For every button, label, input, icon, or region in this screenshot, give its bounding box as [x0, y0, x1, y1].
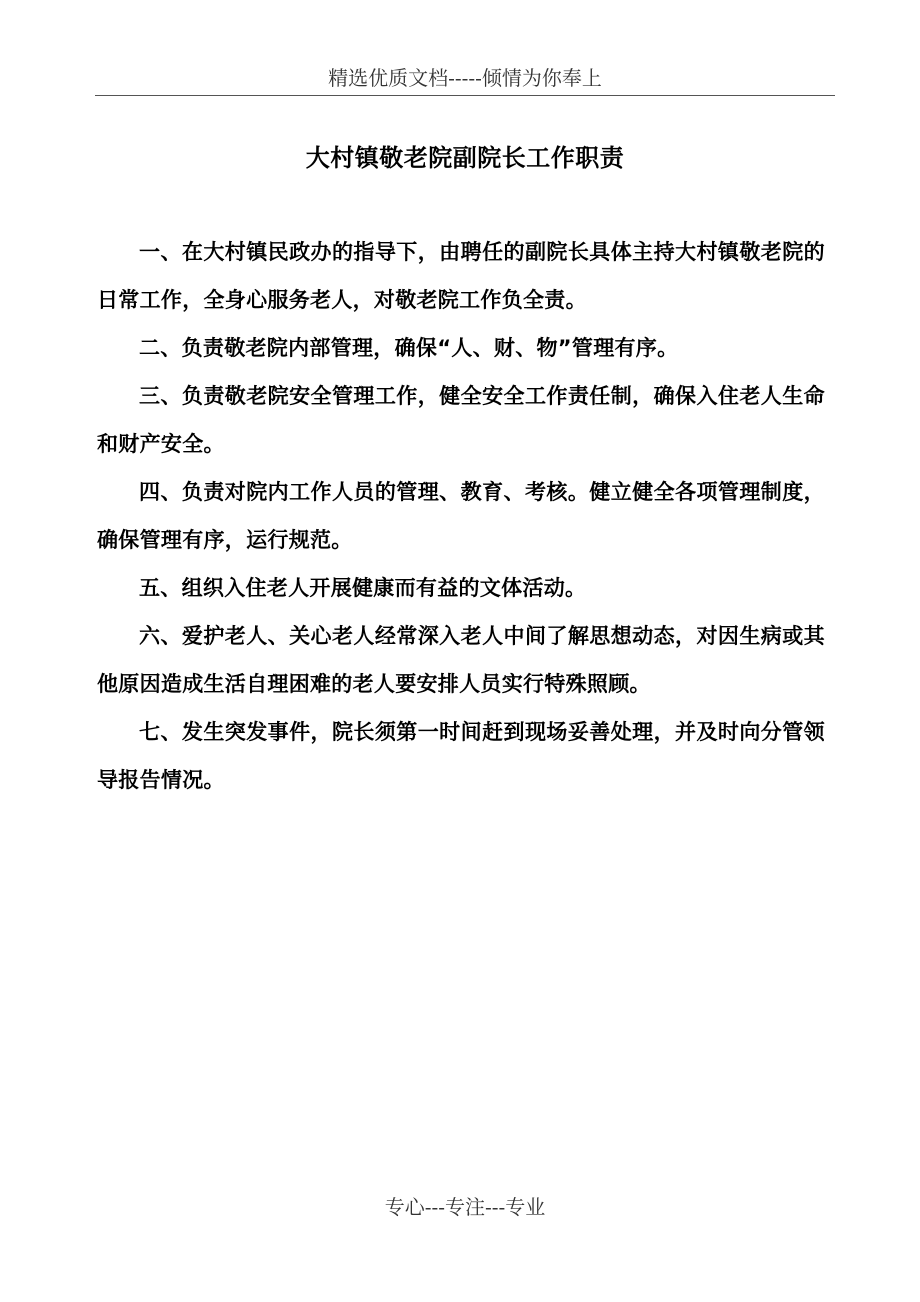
duty-paragraph-5: 五、组织入住老人开展健康而有益的文体活动。 — [139, 576, 587, 600]
duty-paragraph-7: 七、发生突发事件，院长须第一时间赶到现场妥善处理，并及时向分管领导报告情况。 — [97, 720, 825, 792]
page-footer: 专心---专注---专业 — [384, 1195, 546, 1219]
duty-paragraph-3: 三、负责敬老院安全管理工作，健全安全工作责任制，确保入住老人生命和财产安全。 — [97, 384, 825, 456]
duty-paragraph-4: 四、负责对院内工作人员的管理、教育、考核。健立健全各项管理制度，确保管理有序，运行规范。 — [97, 480, 825, 552]
document-title: 大村镇敬老院副院长工作职责 — [305, 144, 625, 172]
document-body — [97, 228, 825, 804]
page-header: 精选优质文档-----倾情为你奉上 — [328, 66, 602, 90]
duty-paragraph-6: 六、爱护老人、关心老人经常深入老人中间了解思想动态，对因生病或其他原因造成生活自理困难的老人要安排人员实行特殊照顾。 — [97, 624, 825, 696]
header-divider — [95, 95, 835, 96]
duty-paragraph-1: 一、在大村镇民政办的指导下，由聘任的副院长具体主持大村镇敬老院的日常工作，全身心服务老人，对敬老院工作负全责。 — [97, 240, 825, 312]
duty-paragraph-2: 二、负责敬老院内部管理，确保“人、财、物”管理有序。 — [139, 336, 679, 360]
